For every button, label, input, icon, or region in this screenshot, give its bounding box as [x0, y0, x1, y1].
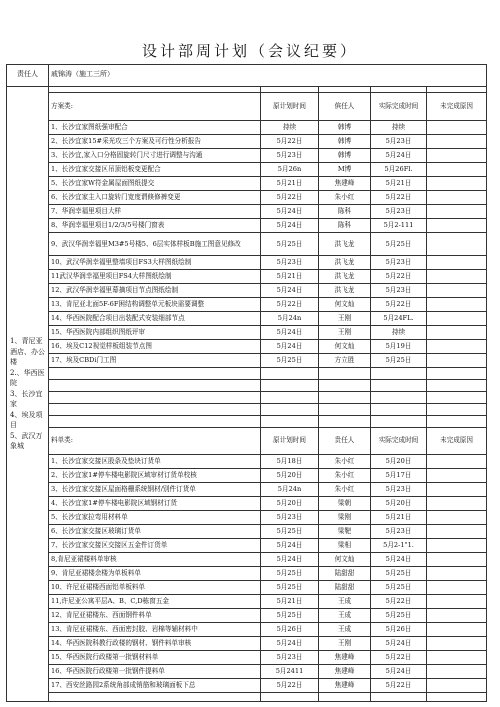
plan-cell: 5月21日: [261, 176, 319, 190]
table-row: [7, 623, 487, 637]
plan-cell: 3、长沙宜,家入口分格固旋转门尺寸进行调整与沟通: [49, 148, 261, 162]
reason-cell: [427, 525, 487, 539]
material-cell: 13、肯尼亚裙楼东、西面密封胶、岩棉等辅材料中: [49, 623, 261, 637]
material-cell: 5月25日: [371, 609, 427, 623]
material-cell: 5月25日: [261, 581, 319, 595]
blank-row: [7, 380, 487, 392]
material-cell: 5月25日: [261, 567, 319, 581]
reason-cell: [427, 218, 487, 232]
plan-cell: 陈科: [319, 218, 371, 232]
material-cell: 5月25日: [261, 525, 319, 539]
material-cell: 梁刚: [319, 511, 371, 525]
table-row: [7, 595, 487, 609]
reason-cell: [427, 190, 487, 204]
material-cell: 2、长沙宜家1#停车楼电影院区域审材订货单校核: [49, 469, 261, 483]
reason-cell: [427, 120, 487, 134]
material-cell: 王成: [319, 609, 371, 623]
reason-cell: [427, 455, 487, 469]
material-cell: 5月24日: [261, 539, 319, 553]
material-cell: 5月24日: [371, 665, 427, 679]
plan-cell: 焦建峰: [319, 176, 371, 190]
plan-cell: 5月26n: [261, 162, 319, 176]
material-cell: 6、长沙宜家交接区玻璃订货单: [49, 525, 261, 539]
reason-cell: [427, 326, 487, 340]
material-cell: 焦建峰: [319, 679, 371, 693]
material-cell: 何文灿: [319, 553, 371, 567]
material-cell: 5月25日: [371, 567, 427, 581]
plan-cell: 5月22日: [261, 190, 319, 204]
material-cell: 14、华西医院科教行政楼的钢材、钢件料单审核: [49, 637, 261, 651]
plan-cell: 7、华润幸福里项目大样: [49, 204, 261, 218]
plan-cell: 14、华西医院配合项目出装配式安装细部节点: [49, 312, 261, 326]
table-row: [7, 190, 487, 204]
plan-cell: 方立胜: [319, 354, 371, 368]
plan-cell: 洪飞龙: [319, 284, 371, 298]
plan-cell: 12、武汉华润幸福里幕摘项目节点图纸绘制: [49, 284, 261, 298]
table-row: [7, 298, 487, 312]
plan-cell: 8、华润幸福里项目1/2/3/5号楼门窗表: [49, 218, 261, 232]
table-row: [7, 204, 487, 218]
material-cell: 梁相: [319, 539, 371, 553]
table-row: [7, 148, 487, 162]
reason-cell: [427, 176, 487, 190]
material-cell: 朱小红: [319, 455, 371, 469]
empty-cell: [319, 415, 371, 427]
material-header-row: [7, 427, 487, 455]
plan-cell: 持续: [261, 120, 319, 134]
project-group-item: 4、埃及项目: [10, 410, 43, 429]
table-row: [7, 256, 487, 270]
plan-cell: 韩博: [319, 134, 371, 148]
material-cell: 5月21日: [371, 511, 427, 525]
material-header-cell: 原计划时间: [261, 427, 319, 455]
blank-row: [7, 392, 487, 404]
reason-cell: [427, 511, 487, 525]
material-cell: 5月22日: [261, 679, 319, 693]
table-row: [7, 232, 487, 256]
material-cell: 5月23日: [261, 511, 319, 525]
reason-cell: [427, 232, 487, 256]
table-row: [7, 340, 487, 354]
empty-cell: [371, 403, 427, 415]
material-cell: 5月2-1"1.: [371, 539, 427, 553]
project-group-item: 3、长沙宜家: [10, 389, 43, 408]
table-row: [7, 511, 487, 525]
page-title: 设计部周计划（会议纪要）: [141, 42, 358, 60]
material-cell: 4、长沙宜家1#停车楼电影院区域钢材订货: [49, 497, 261, 511]
material-header-cell: 贵任人: [319, 427, 371, 455]
reason-cell: [427, 637, 487, 651]
material-cell: 5月24日: [261, 553, 319, 567]
reason-cell: [427, 298, 487, 312]
plan-cell: 王刚: [319, 312, 371, 326]
table-row: [7, 581, 487, 595]
plan-cell: 5月24FL.: [371, 312, 427, 326]
plan-cell: 17、埃及CBDi门工图: [49, 354, 261, 368]
empty-cell: [49, 415, 261, 427]
material-cell: 5月26日: [261, 623, 319, 637]
material-cell: 9、肯尼亚裙楼余楼为单板料单: [49, 567, 261, 581]
table-row: [7, 651, 487, 665]
table-row: [7, 665, 487, 679]
table-row: [7, 455, 487, 469]
responsible-row: [7, 65, 487, 87]
empty-cell: [261, 392, 319, 404]
material-cell: 5月20日: [371, 455, 427, 469]
plan-cell: 朱小红: [319, 190, 371, 204]
plan-cell: 5月22日: [371, 298, 427, 312]
material-header-cell: 料单类:: [49, 427, 261, 455]
plan-header-cell: 实际完成时间: [371, 92, 427, 120]
plan-cell: 5月22日: [371, 190, 427, 204]
reason-cell: [427, 134, 487, 148]
material-cell: 5月26日: [371, 623, 427, 637]
empty-cell: [371, 392, 427, 404]
table-row: [7, 284, 487, 298]
empty-cell: [49, 693, 261, 702]
reason-cell: [427, 651, 487, 665]
material-cell: 焦建峰: [319, 665, 371, 679]
plan-header-cell: 原计划时间: [261, 92, 319, 120]
plan-header-cell: 方案类:: [49, 92, 261, 120]
material-cell: 5月25日: [261, 609, 319, 623]
material-cell: 5月20日: [371, 497, 427, 511]
plan-cell: 5月23日: [261, 148, 319, 162]
material-cell: 朱小红: [319, 483, 371, 497]
material-cell: 5月25日: [371, 581, 427, 595]
empty-cell: [49, 380, 261, 392]
table-row: [7, 679, 487, 693]
material-cell: 5月22日: [371, 595, 427, 609]
plan-cell: 5月19日: [371, 340, 427, 354]
reason-cell: [427, 553, 487, 567]
reason-cell: [427, 204, 487, 218]
empty-cell: [427, 380, 487, 392]
material-cell: 焦建峰: [319, 651, 371, 665]
reason-cell: [427, 148, 487, 162]
plan-cell: 洪飞龙: [319, 232, 371, 256]
table-row: [7, 162, 487, 176]
plan-cell: 王刚: [319, 326, 371, 340]
plan-header-cell: 傧任人: [319, 92, 371, 120]
material-cell: 5月24日: [261, 637, 319, 651]
plan-cell: 10、武汉华润幸福里整墙项目FS3大样图纸绘制: [49, 256, 261, 270]
reason-cell: [427, 284, 487, 298]
material-cell: 10、许尼亚裙楼西面铝单板料单: [49, 581, 261, 595]
material-cell: 朱小红: [319, 469, 371, 483]
weekly-plan-table: [6, 64, 487, 702]
plan-cell: M博: [319, 162, 371, 176]
material-cell: 12、肯尼亚裙楼东、西面钢件料单: [49, 609, 261, 623]
plan-cell: 2、长沙宜家15#采光攻三个方案及可行性分析报告: [49, 134, 261, 148]
project-group-item: 5、武汉万象城: [10, 431, 43, 450]
plan-cell: 5月21日: [371, 176, 427, 190]
plan-cell: 5月22日: [261, 298, 319, 312]
plan-cell: 韩博: [319, 148, 371, 162]
material-cell: 5月23日: [371, 483, 427, 497]
empty-cell: [371, 380, 427, 392]
material-cell: 5月20日: [261, 497, 319, 511]
empty-cell: [49, 368, 261, 380]
plan-cell: 5月24日: [371, 148, 427, 162]
plan-cell: 1、长沙宜家交接区吊顶铝板变更配合: [49, 162, 261, 176]
empty-cell: [319, 403, 371, 415]
empty-cell: [427, 403, 487, 415]
plan-header-cell: 未完成原因: [427, 92, 487, 120]
plan-cell: 11武汉华润幸福里项目FS4大样图纸绘制: [49, 270, 261, 284]
plan-cell: 6、长沙宜家主入口旋转门宽度谓倏修裤变更: [49, 190, 261, 204]
table-row: [7, 218, 487, 232]
plan-cell: 5月24日: [261, 204, 319, 218]
reason-cell: [427, 469, 487, 483]
plan-cell: 持续: [371, 120, 427, 134]
plan-cell: 洪飞龙: [319, 256, 371, 270]
empty-cell: [261, 693, 319, 702]
table-row: [7, 354, 487, 368]
material-cell: 7、长沙宜家交接区交接区五金件订货单: [49, 539, 261, 553]
plan-cell: 13、肯尼亚北面5F-6F困结构调整单元板块需要调整: [49, 298, 261, 312]
responsible-label: 责任人: [7, 65, 49, 87]
plan-cell: 何文灿: [319, 340, 371, 354]
material-cell: 陆甜甜: [319, 581, 371, 595]
plan-cell: 5月24日: [261, 284, 319, 298]
material-cell: 梁朝: [319, 497, 371, 511]
material-cell: 陆甜甜: [319, 567, 371, 581]
material-cell: 5月17日: [371, 469, 427, 483]
material-cell: 5月21日: [261, 595, 319, 609]
reason-cell: [427, 354, 487, 368]
table-row: [7, 326, 487, 340]
material-cell: 15、华西医院行政楼第一批钢材料单: [49, 651, 261, 665]
reason-cell: [427, 581, 487, 595]
table-row: [7, 270, 487, 284]
plan-cell: 5月24日: [261, 326, 319, 340]
reason-cell: [427, 162, 487, 176]
plan-cell: 9、武汉华润幸福里M3#5号楼5、6层实体样板B施工图意见修改: [49, 232, 261, 256]
plan-cell: 5月24日: [261, 218, 319, 232]
table-row: [7, 469, 487, 483]
reason-cell: [427, 609, 487, 623]
plan-cell: 5月21日: [261, 270, 319, 284]
plan-cell: 5月24n: [261, 312, 319, 326]
table-row: [7, 497, 487, 511]
material-cell: 5月23日: [261, 651, 319, 665]
empty-cell: [319, 380, 371, 392]
blank-row: [7, 415, 487, 427]
table-row: [7, 312, 487, 326]
material-cell: 5月22日: [371, 679, 427, 693]
blank-row: [7, 693, 487, 702]
plan-cell: 5月22日: [261, 134, 319, 148]
plan-cell: 15、华西医院内部组织图纸评审: [49, 326, 261, 340]
table-row: [7, 120, 487, 134]
material-cell: 5月22日: [371, 651, 427, 665]
plan-cell: 5月24日: [261, 340, 319, 354]
reason-cell: [427, 483, 487, 497]
material-header-cell: 未完成原因: [427, 427, 487, 455]
material-cell: 1、长沙宜家交接区股条及垫块订货单: [49, 455, 261, 469]
table-row: [7, 609, 487, 623]
empty-cell: [261, 380, 319, 392]
plan-cell: 1、长沙宜家图纸强审配合: [49, 120, 261, 134]
empty-cell: [319, 693, 371, 702]
plan-cell: 16、埃及C12视觉样板组装节点图: [49, 340, 261, 354]
plan-cell: 韩博: [319, 120, 371, 134]
material-cell: 5月23日: [371, 525, 427, 539]
table-row: [7, 539, 487, 553]
reason-cell: [427, 340, 487, 354]
material-cell: 王成: [319, 623, 371, 637]
table-row: [7, 525, 487, 539]
table-row: [7, 134, 487, 148]
reason-cell: [427, 623, 487, 637]
empty-cell: [427, 368, 487, 380]
material-cell: 3、长沙宜家交接区屋面格栅系统钢材/别件订货单: [49, 483, 261, 497]
reason-cell: [427, 665, 487, 679]
reason-cell: [427, 567, 487, 581]
plan-cell: 5、长沙宜家W符金属屋面图纸提交: [49, 176, 261, 190]
material-cell: 8,肯尼亚裙楼料单审核: [49, 553, 261, 567]
plan-cell: 5月25日: [371, 232, 427, 256]
material-cell: 梁靶: [319, 525, 371, 539]
material-cell: 5月24n: [261, 483, 319, 497]
empty-cell: [261, 403, 319, 415]
plan-cell: 陈科: [319, 204, 371, 218]
material-cell: 5月2411: [261, 665, 319, 679]
plan-cell: 5月2-111: [371, 218, 427, 232]
blank-row: [7, 403, 487, 415]
material-cell: 5月18日: [261, 455, 319, 469]
material-cell: 5月24日: [371, 637, 427, 651]
empty-cell: [49, 392, 261, 404]
plan-cell: 洪飞龙: [319, 270, 371, 284]
plan-cell: 5月23日: [371, 204, 427, 218]
plan-cell: 5月22日: [371, 270, 427, 284]
table-row: [7, 567, 487, 581]
reason-cell: [427, 679, 487, 693]
material-cell: 16、华西医院行政楼第一批钢件提料单: [49, 665, 261, 679]
empty-cell: [427, 392, 487, 404]
plan-cell: 5月23日: [261, 256, 319, 270]
plan-cell: 5月25日: [371, 354, 427, 368]
material-cell: 5月20日: [261, 469, 319, 483]
material-cell: 11,许尼亚公寓平层A、B、C,D栋窗五金: [49, 595, 261, 609]
empty-cell: [49, 403, 261, 415]
responsible-name: 戚锦涛（施工三所）: [49, 65, 487, 87]
empty-cell: [371, 415, 427, 427]
table-row: [7, 637, 487, 651]
plan-cell: 5月23日: [371, 284, 427, 298]
empty-cell: [319, 392, 371, 404]
material-header-cell: 实际完成时间: [371, 427, 427, 455]
material-cell: 王成: [319, 595, 371, 609]
empty-cell: [371, 368, 427, 380]
empty-cell: [261, 368, 319, 380]
reason-cell: [427, 595, 487, 609]
material-cell: 王刚: [319, 637, 371, 651]
plan-cell: 5月25日: [261, 354, 319, 368]
plan-cell: 持续: [371, 326, 427, 340]
empty-cell: [427, 693, 487, 702]
material-cell: 5、长沙宜家拉弯用材料单: [49, 511, 261, 525]
empty-cell: [371, 693, 427, 702]
plan-cell: 5月23日: [371, 256, 427, 270]
table-row: [7, 553, 487, 567]
reason-cell: [427, 539, 487, 553]
blank-row: [7, 368, 487, 380]
empty-cell: [319, 368, 371, 380]
project-group-cell: [7, 86, 49, 701]
empty-cell: [261, 415, 319, 427]
plan-header-row: [7, 92, 487, 120]
plan-cell: 何文灿: [319, 298, 371, 312]
project-group-item: 2.、华西医院: [10, 368, 45, 387]
plan-cell: 5月26Fl.: [371, 162, 427, 176]
material-cell: 5月24日: [371, 553, 427, 567]
plan-cell: 5月25日: [261, 232, 319, 256]
project-group-item: 1、青尼亚酒店、办公楼: [10, 337, 45, 366]
table-row: [7, 176, 487, 190]
table-row: [7, 483, 487, 497]
reason-cell: [427, 497, 487, 511]
reason-cell: [427, 256, 487, 270]
reason-cell: [427, 270, 487, 284]
reason-cell: [427, 312, 487, 326]
plan-cell: 5月23日: [371, 134, 427, 148]
empty-cell: [427, 415, 487, 427]
material-cell: 17、西安丝路园2系统角部成销筋和玻璃面板下总: [49, 679, 261, 693]
